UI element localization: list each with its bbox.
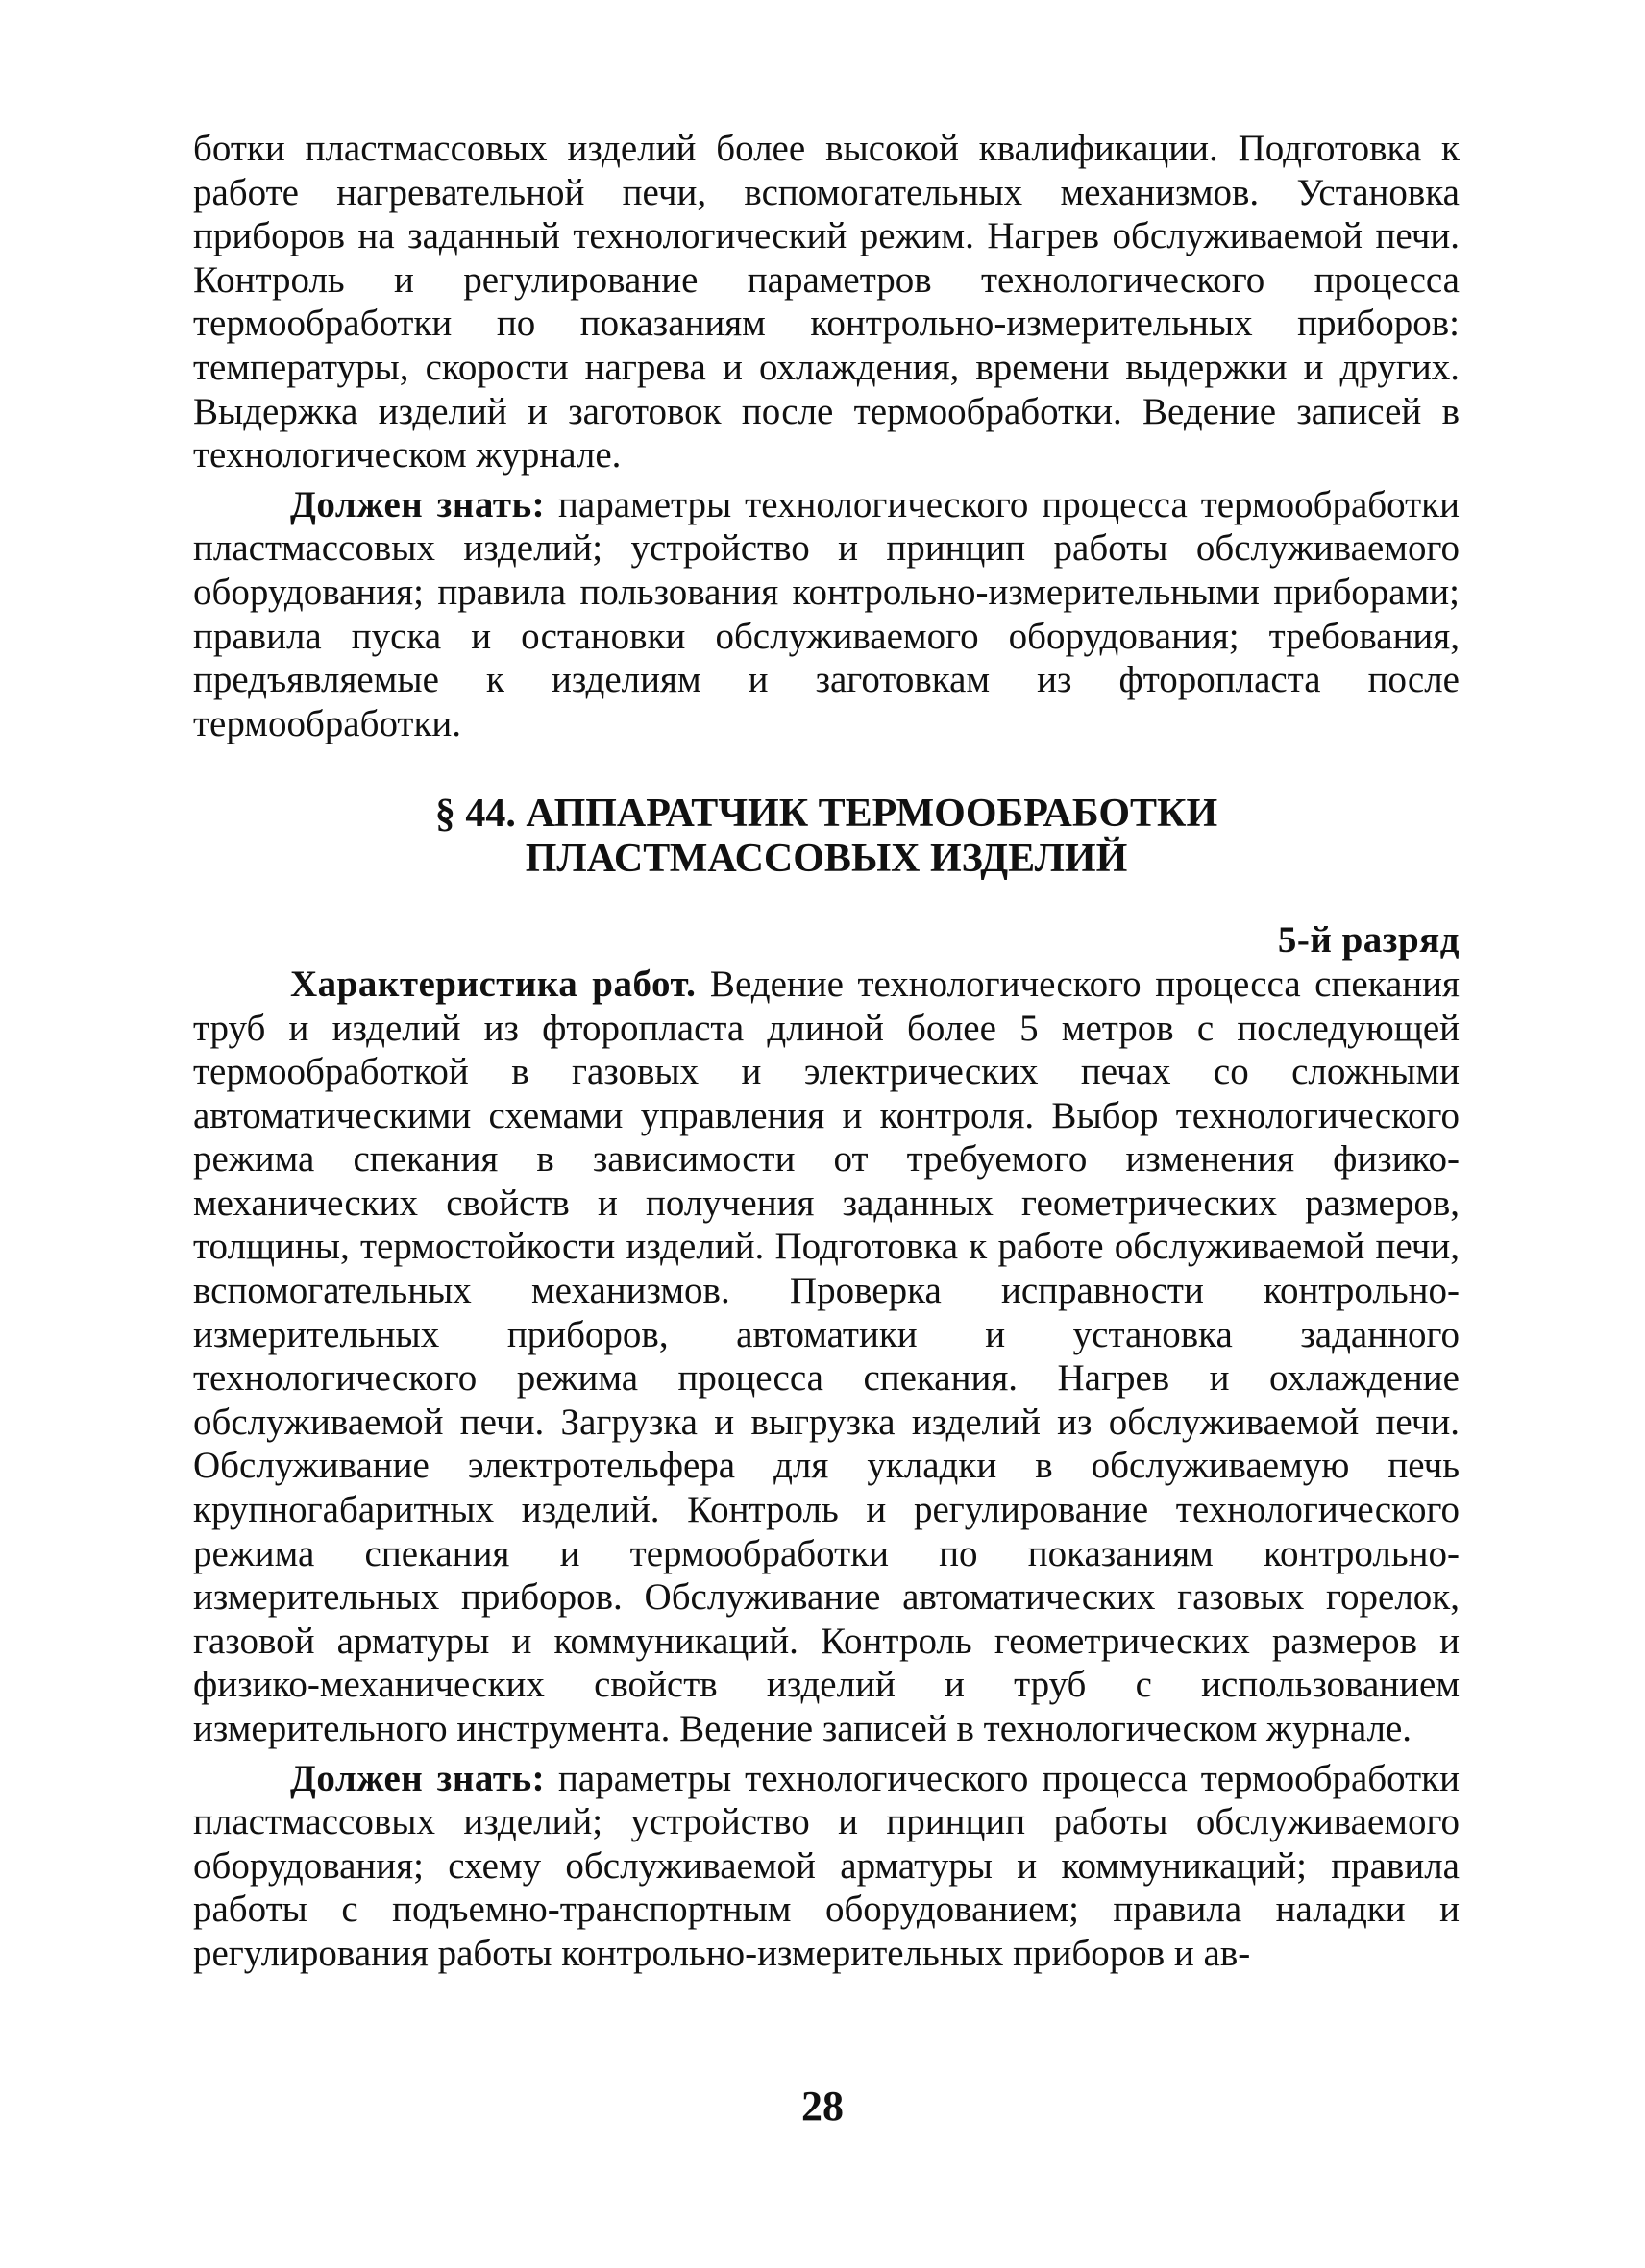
rank-label: 5-й разряд: [1277, 919, 1460, 962]
page-number: 28: [801, 2083, 844, 2130]
paragraph-continuation: ботки пластмассовых изделий более высокой квалификации. Подготовка к работе нагревательной печи, вспомогательных механизмов. Установка приборов на заданный технологический режим. Нагрев обслуживаемой печи. Контроль и регулирование параметров технологического процесса термообработки по показаниям контрольно-измерительных приборов: температуры, скорости нагрева и охлаждения, времени выдержки и других. Выдержка изделий и заготовок после термообработки. Ведение записей в технологическом журнале.: [193, 128, 1460, 476]
section-title-line-1: § 44. АППАРАТЧИК ТЕРМООБРАБОТКИ: [434, 792, 1218, 837]
paragraph-knowledge: [193, 1757, 1460, 1976]
must-know-text: параметры технологического процесса термообработки пластмассовых изделий; устройство и принцип работы обслуживаемого оборудования; правила пользования контрольно-измерительными приборами; правила пуска и остановки обслуживаемого оборудования; требования, предъявляемые к изделиям и заготовкам из фторопласта после термообработки.: [193, 483, 1460, 744]
characteristic-lead: Характеристика работ.: [290, 963, 697, 1005]
characteristic-text: Ведение технологического процесса спекания труб и изделий из фторопласта длиной более 5 метров с последующей термообработкой в газовых и электрических печах со сложными автоматическими схемами управления и контроля. Выбор технологического режима спекания в зависимости от требуемого изменения физико-механических свойств и получения заданных геометрических размеров, толщины, термостойкости изделий. Подготовка к работе обслуживаемой печи, вспомогательных механизмов. Проверка исправности контрольно-измерительных приборов, автоматики и установка заданного технологического режима процесса спекания. Нагрев и охлаждение обслуживаемой печи. Загрузка и выгрузка изделий из обслуживаемой печи. Обслуживание электротельфера для укладки в обслуживаемую печь крупногабаритных изделий. Контроль и регулирование технологического режима спекания и термообработки по показаниям контрольно-измерительных приборов. Обслуживание автоматических газовых горелок, газовой арматуры и коммуникаций. Контроль геометрических размеров и физико-механических свойств изделий и труб с использованием измерительного инструмента. Ведение записей в технологическом журнале.: [193, 963, 1460, 1749]
page-body: [193, 127, 1460, 1976]
must-know-lead: Должен знать:: [290, 483, 546, 525]
section-title: [193, 792, 1460, 882]
paragraph-characteristic: [193, 963, 1460, 1751]
knowledge-lead: Должен знать:: [290, 1757, 546, 1799]
section-title-line-2: ПЛАСТМАССОВЫХ ИЗДЕЛИЙ: [525, 837, 1128, 882]
paragraph-must-know: [193, 483, 1460, 746]
knowledge-text: параметры технологического процесса термообработки пластмассовых изделий; устройство и принцип работы обслуживаемого оборудования; схему обслуживаемой арматуры и коммуникаций; правила работы с подъемно-транспортным оборудованием; правила наладки и регулирования работы контрольно-измерительных приборов и ав-: [193, 1757, 1460, 1974]
